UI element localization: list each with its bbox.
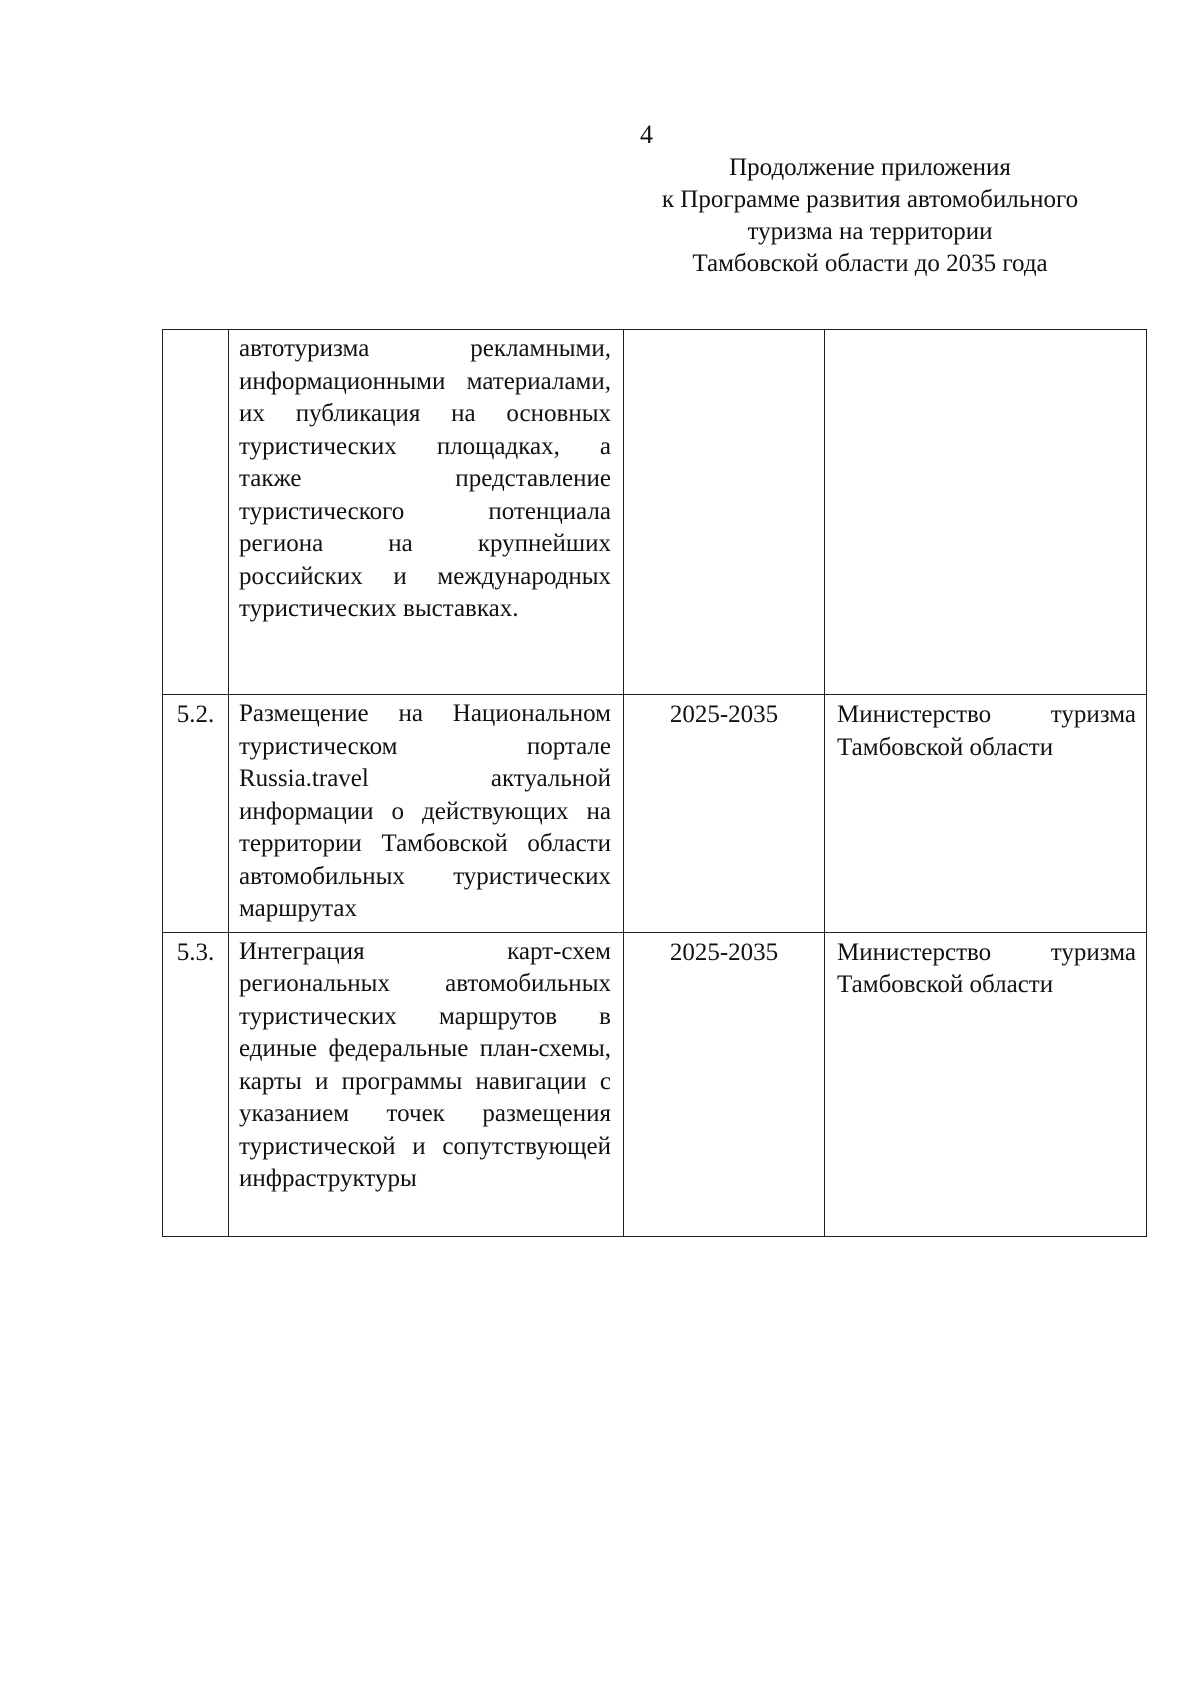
measure-text: Размещение на Национальном туристическом портале Russia.travel актуальной информации о действующих на территории Тамбовской области автомобильных туристических маршрутах xyxy=(229,695,624,933)
period: 2025-2035 xyxy=(624,695,825,933)
period: 2025-2035 xyxy=(624,932,825,1236)
table-row xyxy=(163,695,1147,933)
appendix-header-line: туризма на территории xyxy=(747,218,993,245)
responsible: Министерство туризма Тамбовской области xyxy=(825,932,1147,1236)
table-row xyxy=(163,932,1147,1236)
page-number: 4 xyxy=(640,120,653,149)
responsible xyxy=(825,330,1147,695)
measure-text: Интеграция карт-схем региональных автомобильных туристических маршрутов в единые федеральные план-схемы, карты и программы навигации с указанием точек размещения туристической и сопутствующей инфраструктуры xyxy=(229,932,624,1236)
row-number xyxy=(163,330,229,695)
appendix-header xyxy=(620,152,1120,280)
measure-text: автотуризма рекламными, информационными материалами, их публикация на основных туристических площадках, а также представление туристического потенциала региона на крупнейших российских и международных туристических выставках. xyxy=(229,330,624,695)
responsible: Министерство туризма Тамбовской области xyxy=(825,695,1147,933)
appendix-header-line: Продолжение приложения xyxy=(729,154,1011,181)
row-number: 5.2. xyxy=(163,695,229,933)
measures-table xyxy=(162,329,1147,1237)
appendix-header-line: к Программе развития автомобильного xyxy=(661,186,1079,213)
period xyxy=(624,330,825,695)
row-number: 5.3. xyxy=(163,932,229,1236)
appendix-header-line: Тамбовской области до 2035 года xyxy=(692,250,1048,277)
table-row xyxy=(163,330,1147,695)
